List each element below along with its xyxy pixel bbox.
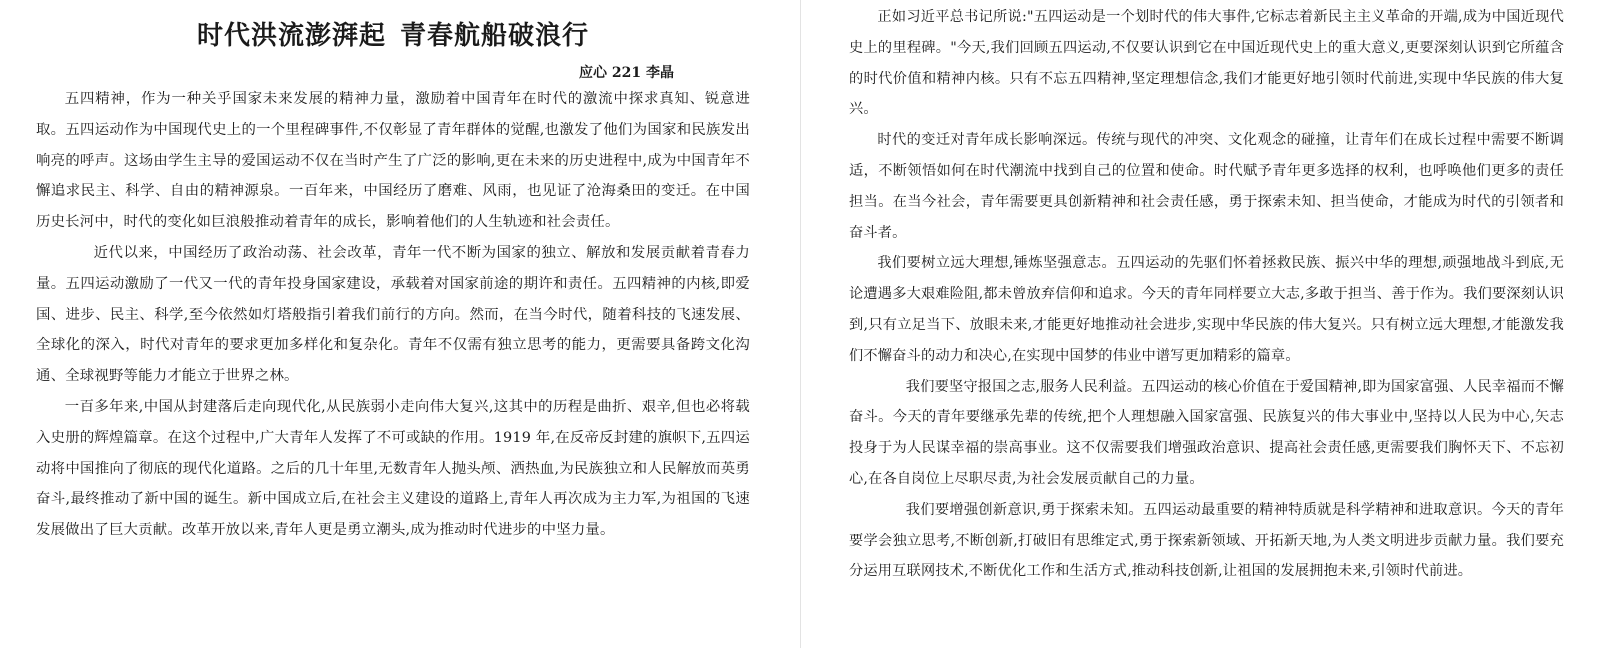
paragraph: 五四精神，作为一种关乎国家未来发展的精神力量，激励着中国青年在时代的激流中探求真知、锐意进取。五四运动作为中国现代史上的一个里程碑事件,不仅彰显了青年群体的觉醒,也激发了他们为国家和民族发出响亮的呼声。这场由学生主导的爱国运动不仅在当时产生了广泛的影响,更在未来的历史进程中,成为中国青年不懈追求民主、科学、自由的精神源泉。一百年来，中国经历了磨难、风雨，也见证了沧海桑田的变迁。在中国历史长河中，时代的变化如巨浪般推动着青年的成长，影响着他们的人生轨迹和社会责任。 — [36, 91, 750, 231]
paragraph: 我们要树立远大理想,锤炼坚强意志。五四运动的先驱们怀着拯救民族、振兴中华的理想,顽强地战斗到底,无论遭遇多大艰难险阻,都未曾放弃信仰和追求。今天的青年同样要立大志,多敢于担当、善于作为。我们要深刻认识到,只有立足当下、放眼未来,才能更好地推动社会进步,实现中华民族的伟大复兴。只有树立远大理想,才能激发我们不懈奋斗的动力和决心,在实现中国梦的伟业中谱写更加精彩的篇章。 — [849, 255, 1564, 364]
paragraph: 我们要坚守报国之志,服务人民利益。五四运动的核心价值在于爱国精神,即为国家富强、人民幸福而不懈奋斗。今天的青年要继承先辈的传统,把个人理想融入国家富强、民族复兴的伟大事业中,坚持以人民为中心,矢志投身于为人民谋幸福的崇高事业。这不仅需要我们增强政治意识、提高社会责任感,更需要我们胸怀天下、不忘初心,在各自岗位上尽职尽责,为社会发展贡献自己的力量。 — [849, 378, 1564, 487]
title-part-2: 青春航船破浪行 — [400, 21, 590, 51]
paragraph: 时代的变迁对青年成长影响深远。传统与现代的冲突、文化观念的碰撞，让青年们在成长过程中需要不断调适，不断领悟如何在时代潮流中找到自己的位置和使命。时代赋予青年更多选择的权利，也呼唤他们更多的责任担当。在当今社会，青年需要更具创新精神和社会责任感，勇于探索未知、担当使命，才能成为时代的引领者和奋斗者。 — [849, 132, 1564, 241]
paragraph: 一百多年来,中国从封建落后走向现代化,从民族弱小走向伟大复兴,这其中的历程是曲折、艰辛,但也必将载入史册的辉煌篇章。在这个过程中,广大青年人发挥了不可或缺的作用。1919 年,在反帝反封建的旗帜下,五四运动将中国推向了彻底的现代化道路。之后的几十年里,无数青年人抛头颅、洒热血,为民族独立和人民解放而英勇奋斗,最终推动了新中国的诞生。新中国成立后,在社会主义建设的道路上,青年人再次成为主力军,为祖国的飞速发展做出了巨大贡献。改革开放以来,青年人更是勇立潮头,成为推动时代进步的中坚力量。 — [36, 398, 750, 539]
title-part-1: 时代洪流澎湃起 — [196, 21, 386, 51]
right-page — [801, 0, 1600, 648]
paragraph: 我们要增强创新意识,勇于探索未知。五四运动最重要的精神特质就是科学精神和进取意识。今天的青年要学会独立思考,不断创新,打破旧有思维定式,勇于探索新领域、开拓新天地,为人类文明进步贡献力量。我们要充分运用互联网技术,不断优化工作和生活方式,推动科技创新,让祖国的发展拥抱未来,引领时代前进。 — [849, 501, 1564, 580]
paragraph: 正如习近平总书记所说:"五四运动是一个划时代的伟大事件,它标志着新民主主义革命的开端,成为中国近现代史上的里程碑。"今天,我们回顾五四运动,不仅要认识到它在中国近现代史上的重大意义,更要深刻认识到它所蕴含的时代价值和精神内核。只有不忘五四精神,坚定理想信念,我们才能更好地引领时代前进,实现中华民族的伟大复兴。 — [849, 9, 1564, 118]
author-line: 应心 221 李晶 — [579, 65, 674, 81]
document-title — [36, 14, 750, 58]
paragraph: 近代以来，中国经历了政治动荡、社会改革，青年一代不断为国家的独立、解放和发展贡献着青春力量。五四运动激励了一代又一代的青年投身国家建设，承载着对国家前途的期许和责任。五四精神的内核,即爱国、进步、民主、科学,至今依然如灯塔般指引着我们前行的方向。然而，在当今时代，随着科技的飞速发展、全球化的深入，时代对青年的要求更加多样化和复杂化。青年不仅需有独立思考的能力，更需要具备跨文化沟通、全球视野等能力才能立于世界之林。 — [36, 244, 750, 385]
